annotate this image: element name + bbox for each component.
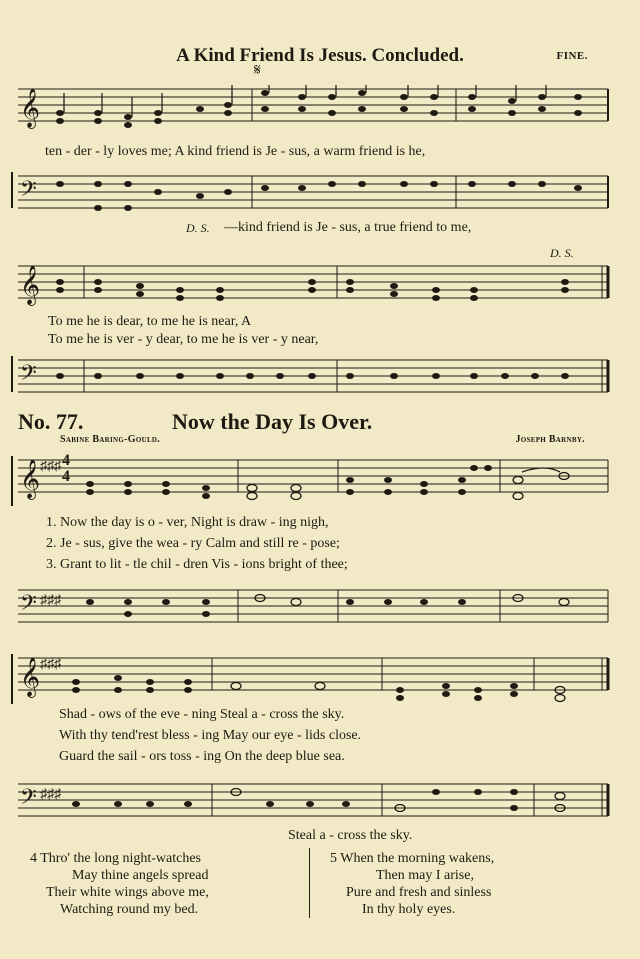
hymn77-system1-treble-staff bbox=[0, 456, 640, 506]
svg-text:♯♯♯: ♯♯♯ bbox=[40, 657, 61, 672]
time-signature-bottom: 4 bbox=[62, 468, 70, 485]
hymn-title: Now the Day Is Over. bbox=[172, 409, 373, 434]
svg-text:𝄢: 𝄢 bbox=[20, 177, 37, 206]
lyrics-line-2a: To me he is dear, to me he is near, A bbox=[48, 314, 252, 329]
svg-text:𝄞: 𝄞 bbox=[20, 461, 41, 498]
svg-text:𝄢: 𝄢 bbox=[20, 591, 37, 620]
system2-treble-staff bbox=[0, 262, 640, 312]
hymn77-system1-bass-staff bbox=[0, 586, 640, 636]
svg-text:♯♯♯: ♯♯♯ bbox=[40, 787, 61, 802]
verse-3-line-2: Guard the sail - ors toss - ing On the deep blue sea. bbox=[59, 749, 345, 764]
verse-4-line-3: Their white wings above me, bbox=[46, 885, 209, 900]
svg-text:𝄞: 𝄞 bbox=[20, 267, 41, 304]
composer-credit: Joseph Barnby. bbox=[515, 434, 585, 445]
hymn-title-concluded: A Kind Friend Is Jesus. Concluded. bbox=[176, 45, 464, 66]
svg-text:♯♯♯: ♯♯♯ bbox=[40, 593, 61, 608]
hymn77-system2-treble-staff bbox=[0, 654, 640, 704]
svg-text:♯♯♯: ♯♯♯ bbox=[40, 459, 61, 474]
verse-1-line-2: Shad - ows of the eve - ning Steal a - cross the sky. bbox=[59, 707, 345, 722]
verse-divider bbox=[309, 848, 310, 918]
author-credit: Sabine Baring-Gould. bbox=[60, 434, 161, 445]
verse-5-line-1: 5 When the morning wakens, bbox=[330, 851, 495, 866]
ds-label: D. S. bbox=[186, 221, 210, 235]
segno-mark: 𝄋 bbox=[254, 62, 261, 79]
verse-4-line-4: Watching round my bed. bbox=[60, 902, 199, 917]
verse-2-line-2: With thy tend'rest bless - ing May our eye - lids close. bbox=[59, 728, 362, 743]
verse-5-line-4: In thy holy eyes. bbox=[362, 902, 456, 917]
svg-text:𝄞: 𝄞 bbox=[20, 90, 41, 127]
verse-5-line-3: Pure and fresh and sinless bbox=[346, 885, 492, 900]
system2-bass-staff bbox=[0, 356, 640, 406]
verse-4-line-2: May thine angels spread bbox=[72, 868, 209, 883]
verse-2-line: 2. Je - sus, give the wea - ry Calm and still re - pose; bbox=[46, 536, 340, 551]
lyrics-line-1b: —kind friend is Je - sus, a true friend to me, bbox=[224, 220, 472, 235]
system1-notes-treble bbox=[0, 85, 640, 135]
verse-1-line: 1. Now the day is o - ver, Night is draw - ing nigh, bbox=[46, 515, 329, 530]
svg-text:𝄞: 𝄞 bbox=[20, 659, 41, 696]
bass-lyrics: Steal a - cross the sky. bbox=[288, 828, 413, 843]
hymn-number: No. 77. bbox=[18, 409, 84, 434]
hymn77-system2-bass-staff bbox=[0, 780, 640, 830]
svg-text:𝄢: 𝄢 bbox=[20, 361, 37, 390]
verse-3-line: 3. Grant to lit - tle chil - dren Vis - ions bright of thee; bbox=[46, 557, 348, 572]
verse-5-line-2: Then may I arise, bbox=[376, 868, 474, 883]
time-signature-top: 4 bbox=[62, 452, 70, 469]
svg-text:𝄢: 𝄢 bbox=[20, 785, 37, 814]
ds-label-2: D. S. bbox=[550, 246, 574, 260]
system1-bass-staff bbox=[0, 172, 640, 222]
lyrics-line-2b: To me he is ver - y dear, to me he is ver - y near, bbox=[48, 332, 319, 347]
fine-marker: FINE. bbox=[556, 50, 588, 62]
lyrics-line-1: ten - der - ly loves me; A kind friend is Je - sus, a warm friend is he, bbox=[45, 144, 426, 159]
verse-4-line-1: 4 Thro' the long night-watches bbox=[30, 851, 202, 866]
